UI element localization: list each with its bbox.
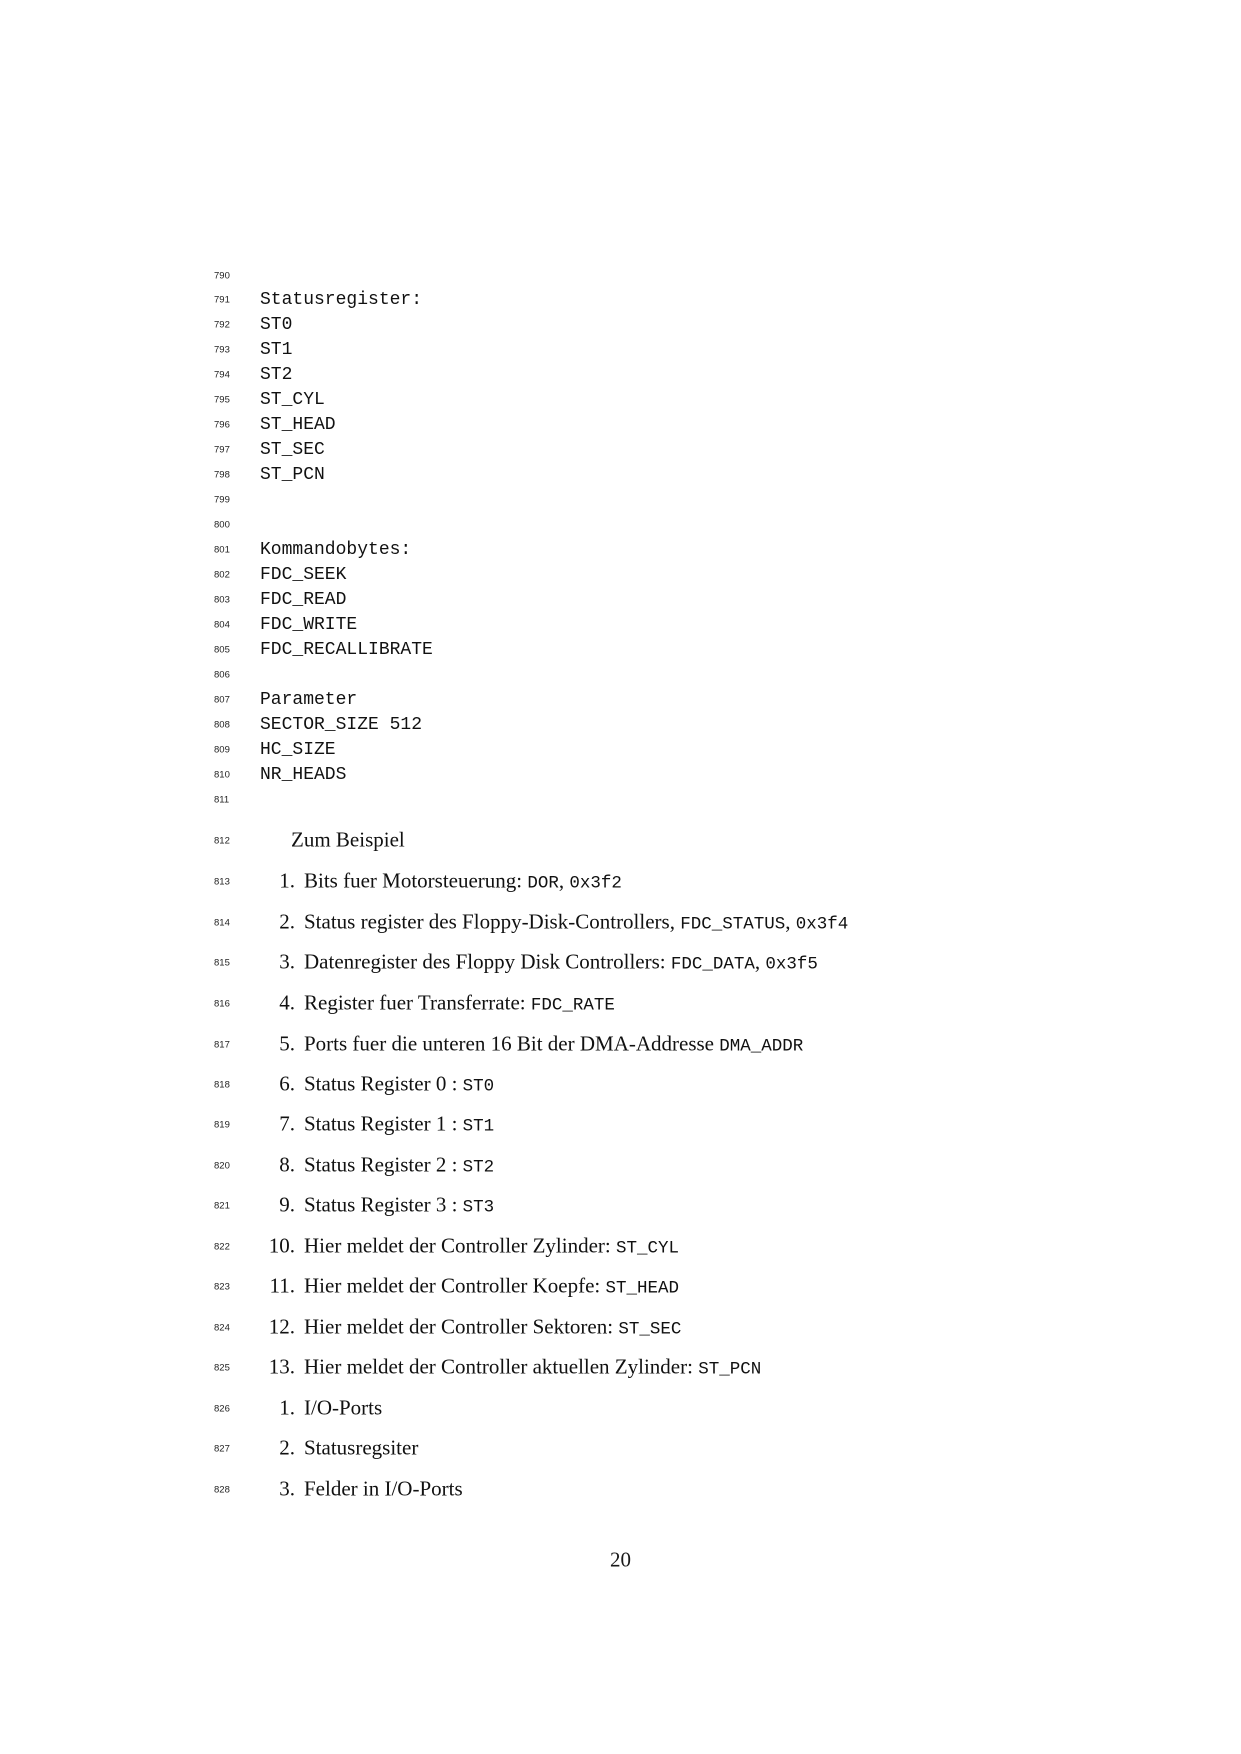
line-number: 812 [214,835,230,847]
list-number: 11. [269,1273,295,1298]
item-code: FDC_STATUS [680,914,786,935]
item-separator: , [754,949,766,974]
line-number: 790 [214,270,230,282]
list-number: 10. [268,1233,295,1258]
item-code: ST0 [462,1076,495,1097]
line-number: 799 [214,494,230,506]
item-code: DMA_ADDR [719,1036,804,1057]
line-number: 828 [214,1484,230,1496]
list-item [250,1436,418,1461]
line-number: 802 [214,569,230,581]
code-line: ST2 [260,365,293,385]
page-number: 20 [610,1547,631,1572]
code-line: SECTOR_SIZE 512 [260,715,423,735]
line-number: 822 [214,1241,230,1253]
line-number: 823 [214,1281,230,1293]
item-text: I/O-Ports [304,1395,383,1420]
list-number: 1. [279,1395,295,1420]
code-line: Statusregister: [260,290,423,310]
line-number: 819 [214,1119,230,1131]
item-text: Datenregister des Floppy Disk Controllers: [304,949,671,974]
item-code: FDC_DATA [670,954,755,975]
list-item [250,1396,382,1421]
code-line: Kommandobytes: [260,540,412,560]
list-number: 2. [279,909,295,934]
line-number: 817 [214,1039,230,1051]
item-text: Statusregsiter [304,1435,419,1460]
line-number: 800 [214,519,230,531]
list-number: 2. [279,1435,295,1460]
line-number: 813 [214,876,230,888]
list-item [250,1315,681,1340]
code-line: ST1 [260,340,293,360]
line-number: 807 [214,694,230,706]
line-number: 797 [214,444,230,456]
line-number: 809 [214,744,230,756]
item-text: Hier meldet der Controller Zylinder: [304,1233,616,1258]
code-line: NR_HEADS [260,765,347,785]
line-number: 803 [214,594,230,606]
item-code: ST_PCN [698,1359,762,1380]
list-item [250,1072,494,1097]
code-line: Parameter [260,690,358,710]
code-line: FDC_READ [260,590,347,610]
list-number: 4. [279,990,295,1015]
line-number: 816 [214,998,230,1010]
item-code-address: 0x3f4 [795,914,849,935]
list-number: 5. [279,1031,295,1056]
list-item [250,1193,494,1218]
list-number: 1. [279,868,295,893]
code-line: ST0 [260,315,293,335]
list-number: 6. [279,1071,295,1096]
item-code: ST_SEC [618,1319,682,1340]
line-number: 805 [214,644,230,656]
line-number: 821 [214,1200,230,1212]
line-number: 792 [214,319,230,331]
list-item [250,869,622,894]
list-item [250,1234,679,1259]
item-code: ST1 [462,1116,495,1137]
item-code-address: 0x3f2 [569,873,622,894]
item-code-address: 0x3f5 [765,954,818,975]
line-number: 826 [214,1403,230,1415]
item-separator: , [558,868,570,893]
list-number: 12. [268,1314,295,1339]
line-number: 798 [214,469,230,481]
line-number: 810 [214,769,230,781]
line-number: 806 [214,669,230,681]
list-item [250,991,615,1016]
list-item [250,950,818,975]
code-line: ST_HEAD [260,415,336,435]
item-text: Hier meldet der Controller Sektoren: [304,1314,619,1339]
code-line: ST_SEC [260,440,325,460]
line-number: 815 [214,957,230,969]
code-line: FDC_RECALLIBRATE [260,640,433,660]
list-number: 3. [279,1476,295,1501]
code-line: FDC_SEEK [260,565,347,585]
line-number: 825 [214,1362,230,1374]
item-text: Status register des Floppy-Disk-Controllers, [304,909,681,934]
line-number: 801 [214,544,230,556]
line-number: 808 [214,719,230,731]
item-code: FDC_RATE [530,995,615,1016]
item-text: Status Register 1 : [304,1111,463,1136]
list-number: 3. [279,949,295,974]
line-number: 814 [214,917,230,929]
list-item [250,1032,803,1057]
item-text: Ports fuer die unteren 16 Bit der DMA-Addresse [304,1031,720,1056]
line-number: 818 [214,1079,230,1091]
line-number: 824 [214,1322,230,1334]
list-item [250,1153,494,1178]
item-code: ST_CYL [616,1238,680,1259]
code-line: HC_SIZE [260,740,336,760]
item-text: Hier meldet der Controller Koepfe: [304,1273,606,1298]
item-text: Felder in I/O-Ports [304,1476,463,1501]
list-number: 13. [268,1354,295,1379]
list-item [250,1355,761,1380]
list-number: 8. [279,1152,295,1177]
line-number: 827 [214,1443,230,1455]
item-code: ST3 [462,1197,495,1218]
list-item [250,1274,679,1299]
line-number: 795 [214,394,230,406]
line-number: 794 [214,369,230,381]
code-line: ST_PCN [260,465,325,485]
item-code: ST2 [462,1157,495,1178]
line-number: 804 [214,619,230,631]
list-number: 7. [279,1111,295,1136]
list-item [250,910,848,935]
line-number: 820 [214,1160,230,1172]
item-code: DOR [527,873,559,894]
item-text: Register fuer Transferrate: [304,990,531,1015]
paragraph-text: Zum Beispiel [291,827,405,852]
line-number: 796 [214,419,230,431]
item-text: Bits fuer Motorsteuerung: [304,868,528,893]
code-line: FDC_WRITE [260,615,358,635]
line-number: 791 [214,294,230,306]
code-line: ST_CYL [260,390,325,410]
line-number: 811 [214,794,230,806]
list-item [250,1477,463,1502]
item-text: Hier meldet der Controller aktuellen Zylinder: [304,1354,699,1379]
list-item [250,1112,494,1137]
list-number: 9. [279,1192,295,1217]
item-text: Status Register 2 : [304,1152,463,1177]
item-separator: , [785,909,796,934]
item-text: Status Register 3 : [304,1192,463,1217]
item-text: Status Register 0 : [304,1071,463,1096]
item-code: ST_HEAD [605,1278,679,1299]
line-number: 793 [214,344,230,356]
